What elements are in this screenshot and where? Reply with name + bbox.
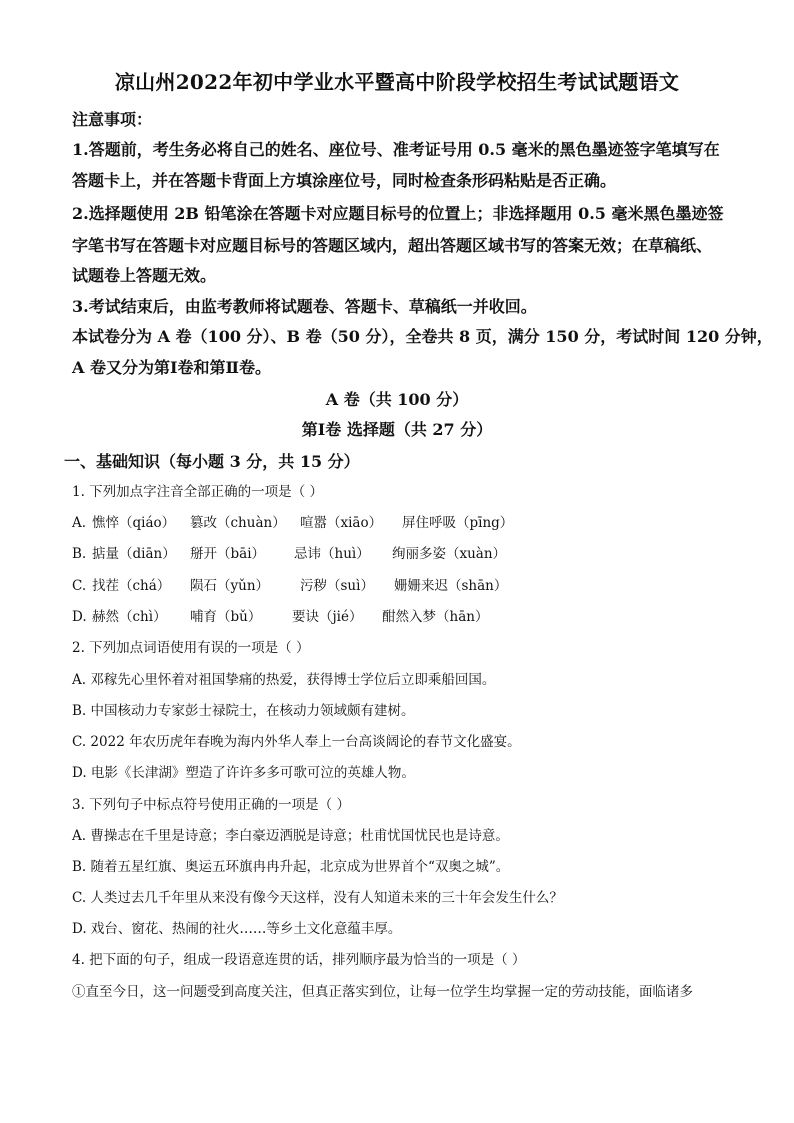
question-3-option-b: B. 随着五星红旗、奥运五环旗冉冉升起，北京成为世界首个“双奥之城”。: [72, 859, 510, 875]
question-3-option-c: C. 人类过去几千年里从来没有像今天这样，没有人知道未来的三十年会发生什么？: [72, 890, 563, 906]
question-3-option-d: D. 戏台、窗花、热闹的社火……等乡土文化意蕴丰厚。: [72, 921, 402, 937]
notice-line: 3.考试结束后，由监考教师将试题卷、答题卡、草稿纸一并收回。: [72, 297, 537, 316]
notice-heading: 注意事项：: [72, 110, 153, 129]
question-2-option-d: D. 电影《长津湖》塑造了许许多多可歌可泣的英雄人物。: [72, 765, 415, 781]
notice-line: 2.选择题使用 2B 铅笔涂在答题卡对应题目标号的位置上；非选择题用 0.5 毫米黑色墨迹签: [72, 204, 724, 223]
question-2-option-c: C. 2022 年农历虎年春晚为海内外华人奉上一台高谈阔论的春节文化盛宴。: [72, 734, 521, 750]
notice-line: 字笔书写在答题卡对应题目标号的答题区域内，超出答题区域书写的答案无效；在草稿纸、: [72, 236, 713, 255]
question-2-stem: 2. 下列加点词语使用有误的一项是（ ）: [72, 640, 310, 656]
question-3-option-a: A. 曹操志在千里是诗意；李白豪迈洒脱是诗意；杜甫忧国忧民也是诗意。: [72, 828, 509, 844]
part-1-heading: 第Ⅰ卷 选择题（共 27 分）: [301, 420, 493, 439]
notice-line: 1.答题前，考生务必将自己的姓名、座位号、准考证号用 0.5 毫米的黑色墨迹签字笔填写在: [72, 140, 720, 159]
question-3-stem: 3. 下列句子中标点符号使用正确的一项是（ ）: [72, 797, 350, 813]
notice-line: 本试卷分为 A 卷（100 分）、B 卷（50 分），全卷共 8 页，满分 150 分，考试时间 120 分钟，: [72, 327, 773, 346]
section-a-heading: A 卷（共 100 分）: [325, 390, 469, 409]
question-2-option-b: B. 中国核动力专家彭士禄院士，在核动力领域颇有建树。: [72, 703, 415, 719]
notice-line: A 卷又分为第Ⅰ卷和第Ⅱ卷。: [72, 358, 271, 377]
notice-line: 答题卡上，并在答题卡背面上方填涂座位号，同时检查条形码粘贴是否正确。: [72, 171, 617, 190]
page-title: 凉山州2022年初中学业水平暨高中阶段学校招生考试试题语文: [114, 70, 680, 94]
question-4-sentence-1: ①直至今日，这一问题受到高度关注，但真正落实到位，让每一位学生均掌握一定的劳动技能，面临诸多: [72, 984, 693, 1000]
notice-line: 试题卷上答题无效。: [72, 266, 217, 285]
question-2-option-a: A. 邓稼先心里怀着对祖国挚痛的热爱，获得博士学位后立即乘船回国。: [72, 672, 496, 688]
question-1-stem: 1. 下列加点字注音全部正确的一项是（ ）: [72, 484, 323, 500]
exam-page: 凉山州2022年初中学业水平暨高中阶段学校招生考试试题语文 注意事项： 1.答题前，考生务必将自己的姓名、座位号、准考证号用 0.5 毫米的黑色墨迹签字笔填写在 答题卡上，并在答题卡背面上方填涂座位号，同时检查条形码粘贴是否正确。 2.选择题使用 2B 铅笔涂在答题卡对应题目标号的位置上；非选择题用 0.5 毫米黑色墨迹签 字笔书写在答题卡对应题目标号的答题区域内，超出答题区域书写的答案无效；在草稿纸、 试题卷上答题无效。 3.考试结束后，由监考教师将试题卷、答题卡、草稿纸一并收回。 本试卷分为 A 卷（100 分）、B 卷（50 分），全卷共 8 页，满分 150 分，考试时间 120 分钟， A 卷又分为第Ⅰ卷和第Ⅱ卷。 A 卷（共 100 分） 第Ⅰ卷 选择题（共 27 分） 一、基础知识（每小题 3 分，共 15 分） 1. 下列加点字注音全部正确的一项是（ ） A. 憔悴（qiáo） 篡改（chuàn） 喧嚣（xiāo） 屏住呼吸（pīng） B. 掂量（diān） 掰开（bāi） 忌讳（huì） 绚丽多姿（xuàn） C. 找茬（chá） 陨石（yǔn） 污秽（suì） 姗姗来迟（shān） D. 赫然（chì） 哺育（bǔ） 要诀（jié） 酣然入梦（hān） 2. 下列加点词语使用有误的一项是（ ） A. 邓稼先心里怀着对祖国挚痛的热爱，获得博士学位后立即乘船回国。 B. 中国核动力专家彭士禄院士，在核动力领域颇有建树。 C. 2022 年农历虎年春晚为海内外华人奉上一台高谈阔论的春节文化盛宴。 D. 电影《长津湖》塑造了许许多多可歌可泣的英雄人物。 3. 下列句子中标点符号使用正确的一项是（ ） A. 曹操志在千里是诗意；李白豪迈洒脱是诗意；杜甫忧国忧民也是诗意。 B. 随着五星红旗、奥运五环旗冉冉升起，北京成为世界首个“双奥之城”。 C. 人类过去几千年里从来没有像今天这样，没有人知道未来的三十年会发生什么？ D. 戏台、窗花、热闹的社火……等乡土文化意蕴丰厚。 4. 把下面的句子，组成一段语意连贯的话，排列顺序最为恰当的一项是（ ） ①直至今日，这一问题受到高度关注，但真正落实到位，让每一位学生均掌握一定的劳动技能，面临诸多: [0, 0, 794, 1123]
category-heading: 一、基础知识（每小题 3 分，共 15 分）: [64, 452, 360, 471]
question-4-stem: 4. 把下面的句子，组成一段语意连贯的话，排列顺序最为恰当的一项是（ ）: [72, 952, 526, 968]
